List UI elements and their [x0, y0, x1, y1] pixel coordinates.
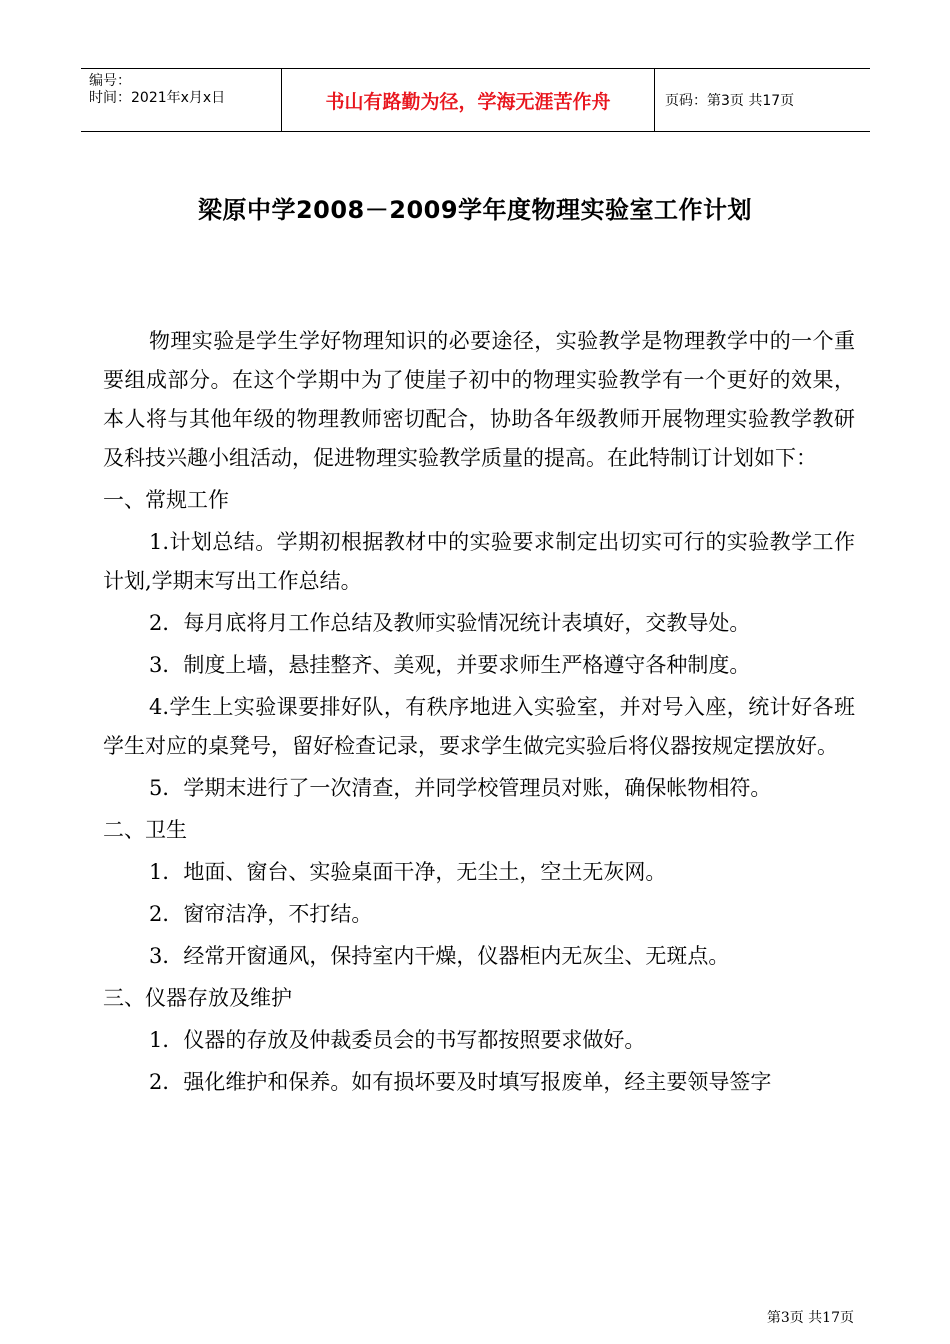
document-title: 梁原中学2008－2009学年度物理实验室工作计划: [197, 196, 753, 224]
list-item: 3．经常开窗通风，保持室内干燥，仪器柜内无灰尘、无斑点。: [149, 944, 730, 968]
intro-paragraph: 物理实验是学生学好物理知识的必要途径，实验教学是物理教学中的一个重要组成部分。在这个学期中为了使崖子初中的物理实验教学有一个更好的效果，本人将与其他年级的物理教师密切配合，协助各年级教师开展物理实验教学教研及科技兴趣小组活动，促进物理实验教学质量的提高。在此特制订计划如下：: [103, 329, 855, 470]
header-meta: [81, 69, 281, 131]
page-footer: 第3页 共17页: [766, 1310, 854, 1326]
list-item: 1.计划总结。学期初根据教材中的实验要求制定出切实可行的实验教学工作计划,学期末写出工作总结。: [103, 530, 855, 593]
list-item: 1．地面、窗台、实验桌面干净，无尘土，空土无灰网。: [149, 860, 667, 884]
list-item: 2．每月底将月工作总结及教师实验情况统计表填好，交教导处。: [149, 611, 751, 635]
header-motto: 书山有路勤为径，学海无涯苦作舟: [281, 69, 655, 131]
list-item: 2．强化维护和保养。如有损坏要及时填写报废单，经主要领导签字: [149, 1070, 772, 1094]
section-heading-routine: 一、常规工作: [103, 488, 229, 512]
page-header: [81, 68, 870, 132]
list-item: 3．制度上墙，悬挂整齐、美观，并要求师生严格遵守各种制度。: [149, 653, 751, 677]
list-item: 2．窗帘洁净，不打结。: [149, 902, 373, 926]
section-heading-instruments: 三、仪器存放及维护: [103, 986, 292, 1010]
list-item: 1．仪器的存放及仲裁委员会的书写都按照要求做好。: [149, 1028, 646, 1052]
document-body: [103, 322, 855, 1102]
header-page-number: 页码：第3页 共17页: [665, 93, 795, 109]
section-heading-hygiene: 二、卫生: [103, 818, 187, 842]
list-item: 4.学生上实验课要排好队，有秩序地进入实验室，并对号入座，统计好各班学生对应的桌凳号，留好检查记录，要求学生做完实验后将仪器按规定摆放好。: [103, 695, 855, 758]
document-number-label: 编号：: [89, 73, 131, 89]
list-item: 5．学期末进行了一次清查，并同学校管理员对账，确保帐物相符。: [149, 776, 772, 800]
document-time-label: 时间：2021年x月x日: [89, 90, 226, 106]
